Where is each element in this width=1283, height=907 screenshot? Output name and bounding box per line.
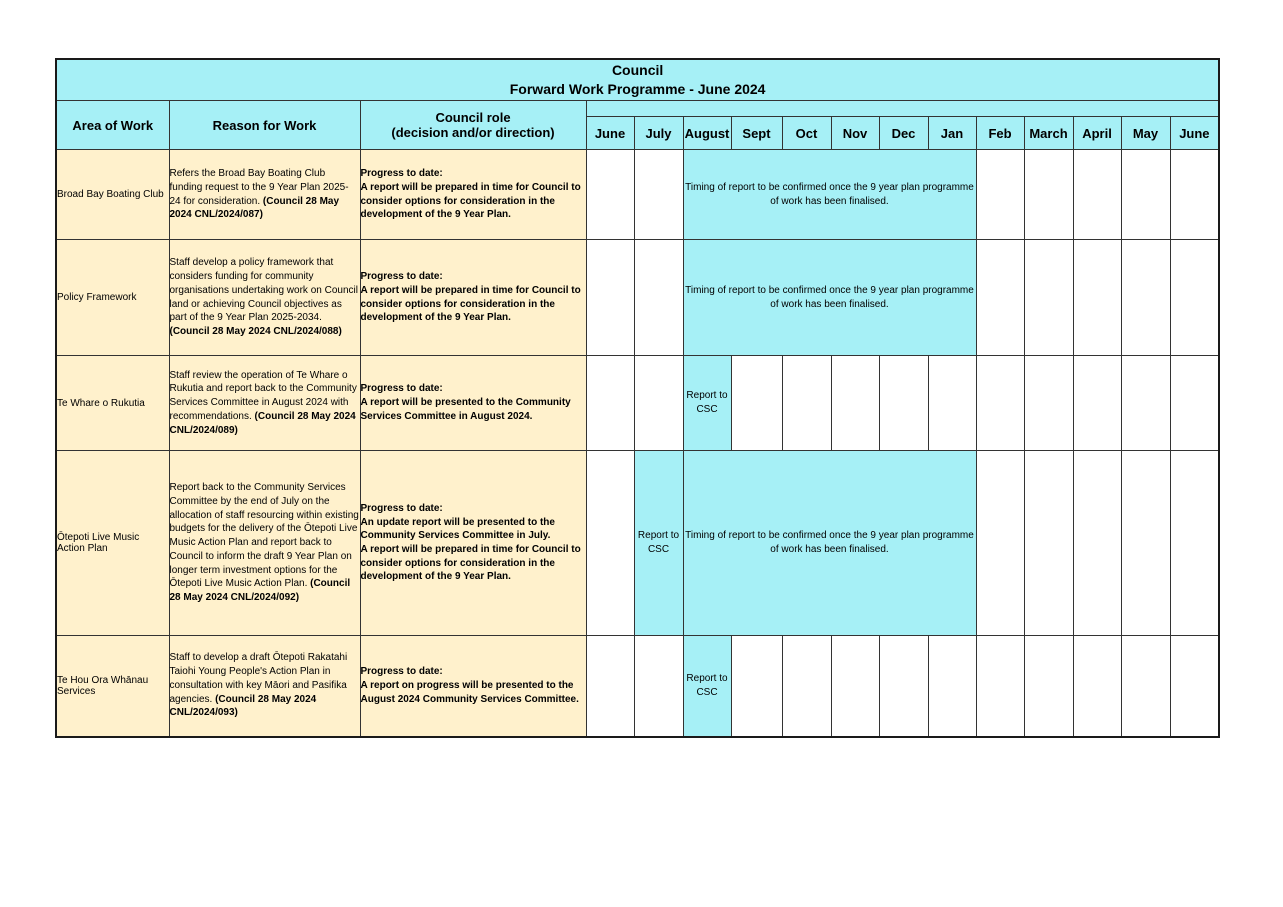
reason-for-work-cell [169,356,360,451]
month-cell [586,451,634,636]
month-header: May [1121,117,1170,150]
area-of-work-cell: Te Hou Ora Whānau Services [56,636,169,737]
table-row [56,150,1219,240]
month-cell [928,356,976,451]
month-cell [1024,240,1073,356]
month-cell [586,356,634,451]
reason-for-work-cell [169,150,360,240]
month-cell [1024,636,1073,737]
month-cell [634,356,683,451]
month-header: Dec [879,117,928,150]
reason-reference: (Council 28 May 2024 CNL/2024/092) [169,578,351,603]
reason-reference: (Council 28 May 2024 CNL/2024/088) [169,325,342,337]
month-cell [879,636,928,737]
progress-label: Progress to date: [360,666,443,678]
header-reason-for-work: Reason for Work [169,101,360,150]
month-cell [731,636,782,737]
month-cell [1121,240,1170,356]
report-to-csc-cell: Report to CSC [683,356,731,451]
progress-label: Progress to date: [360,168,443,180]
progress-text: A report will be presented to the Community Services Committee in August 2024. [360,397,571,422]
header-council-role-line2: (decision and/or direction) [391,125,555,140]
report-to-csc-cell: Report to CSC [683,636,731,737]
header-council-role-line1: Council role [435,110,511,125]
month-header: Feb [976,117,1024,150]
council-role-cell [360,356,586,451]
table-title [56,59,1219,101]
month-cell [1073,150,1121,240]
month-header: June [586,117,634,150]
month-cell [1121,150,1170,240]
progress-text: A report will be prepared in time for Council to consider options for consideration in the development of the 9 Year Plan. [360,284,581,324]
progress-label: Progress to date: [360,271,443,283]
header-area-of-work: Area of Work [56,101,169,150]
reason-reference: (Council 28 May 2024 CNL/2024/089) [169,410,356,436]
month-cell [1170,240,1219,356]
month-cell [634,636,683,737]
month-cell [1073,240,1121,356]
reason-for-work-cell [169,636,360,737]
progress-label: Progress to date: [360,502,443,514]
month-cell [782,356,831,451]
reason-text: Staff develop a policy framework that considers funding for community organisations undertaking work on Council land or achieving Council objectives as part of the 9 Year Plan 2025-2034. [169,257,358,324]
reason-reference: (Council 28 May 2024 CNL/2024/093) [169,693,317,719]
month-cell [1170,636,1219,737]
header-council-role [360,101,586,150]
month-cell [782,636,831,737]
month-cell [1024,150,1073,240]
reason-for-work-cell [169,240,360,356]
forward-work-programme-table [55,58,1220,738]
area-of-work-cell: Policy Framework [56,240,169,356]
month-cell [831,356,879,451]
month-header: Sept [731,117,782,150]
month-cell [1121,636,1170,737]
month-cell [1073,451,1121,636]
month-cell [634,150,683,240]
reason-reference: (Council 28 May 2024 CNL/2024/087) [169,195,340,221]
month-cell [1024,356,1073,451]
month-header: Oct [782,117,831,150]
month-header: August [683,117,731,150]
progress-text-2: A report will be prepared in time for Council to consider options for consideration in the development of the 9 Year Plan. [360,544,581,583]
council-role-cell [360,150,586,240]
table-row [56,451,1219,636]
title-council: Council [611,62,664,78]
reason-text: Report back to the Community Services Committee by the end of July on the allocation of staff resourcing within existing budgets for the delivery of the Ōtepoti Live Music Action Plan and report back to Council to inform the draft 9 Year Plan on longer term investment options for the Ōtepoti Live Music Action Plan. [169,482,359,590]
area-of-work-cell: Ōtepoti Live Music Action Plan [56,451,169,636]
month-cell [586,150,634,240]
reason-text: Refers the Broad Bay Boating Club funding request to the 9 Year Plan 2025-24 for consideration. [169,168,349,207]
month-cell [976,451,1024,636]
month-header: Nov [831,117,879,150]
month-cell [1170,150,1219,240]
council-role-cell [360,451,586,636]
month-cell [976,636,1024,737]
council-role-cell [360,636,586,737]
table-row [56,240,1219,356]
month-header: July [634,117,683,150]
month-header: April [1073,117,1121,150]
month-cell [976,356,1024,451]
title-programme: Forward Work Programme - June 2024 [509,81,766,97]
month-cell [976,240,1024,356]
month-cell [586,240,634,356]
month-cell [1121,356,1170,451]
month-cell [731,356,782,451]
progress-text: A report on progress will be presented to the August 2024 Community Services Committee. [360,679,579,705]
month-cell [1024,451,1073,636]
table-row [56,636,1219,737]
month-cell [976,150,1024,240]
month-cell [634,240,683,356]
report-to-csc-cell: Report to CSC [634,451,683,636]
month-cell [1121,451,1170,636]
council-role-cell [360,240,586,356]
month-cell [1170,356,1219,451]
progress-text: A report will be prepared in time for Council to consider options for consideration in the development of the 9 Year Plan. [360,181,581,221]
area-of-work-cell: Te Whare o Rukutia [56,356,169,451]
month-header: Jan [928,117,976,150]
month-cell [928,636,976,737]
month-cell [831,636,879,737]
month-cell [1170,451,1219,636]
timeline-note: Timing of report to be confirmed once the 9 year plan programme of work has been finalised. [683,240,976,356]
table-row [56,356,1219,451]
progress-label: Progress to date: [360,383,443,395]
month-header-strip [586,101,1219,117]
month-cell [1073,636,1121,737]
progress-text: An update report will be presented to the Community Services Committee in July. [360,516,555,542]
reason-text: Staff review the operation of Te Whare o Rukutia and report back to the Community Services Committee in August 2024 with recommendations. [169,369,357,422]
timeline-note: Timing of report to be confirmed once the 9 year plan programme of work has been finalised. [683,451,976,636]
area-of-work-cell: Broad Bay Boating Club [56,150,169,240]
reason-text: Staff to develop a draft Ōtepoti Rakatahi Taiohi Young People's Action Plan in consultation with key Māori and Pasifika agencies. [169,652,348,705]
month-cell [1073,356,1121,451]
month-cell [879,356,928,451]
timeline-note: Timing of report to be confirmed once the 9 year plan programme of work has been finalised. [683,150,976,240]
month-header: June [1170,117,1219,150]
reason-for-work-cell [169,451,360,636]
month-cell [586,636,634,737]
month-header: March [1024,117,1073,150]
